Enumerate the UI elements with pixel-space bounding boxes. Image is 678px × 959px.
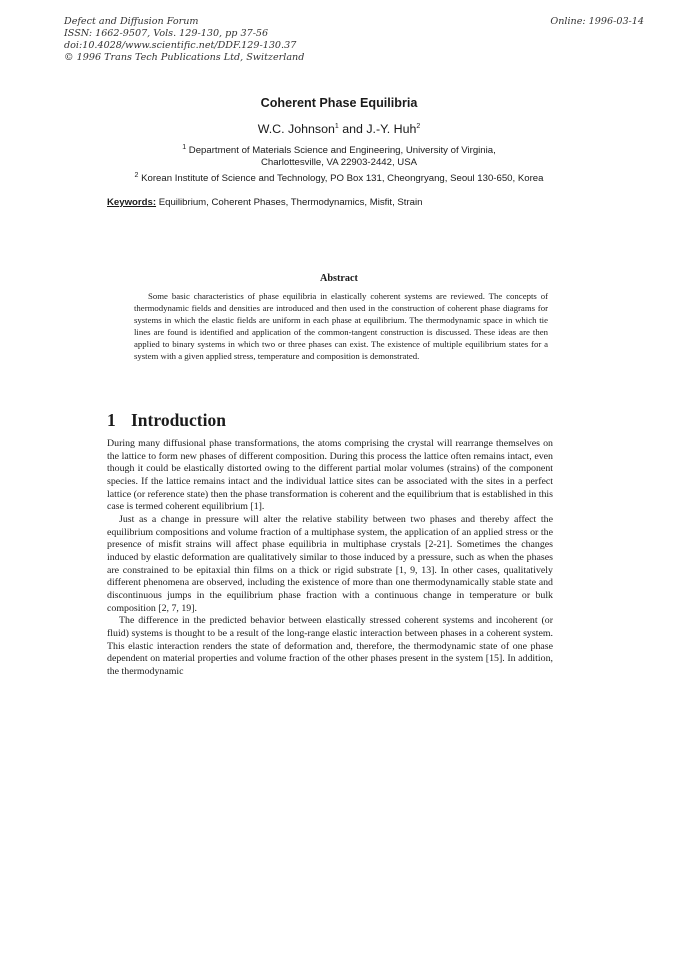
paragraph: During many diffusional phase transformations, the atoms comprising the crystal will rearrange themselves on the lattice to form new phases of different composition. During this process the lattice often remains intact, even though it could be elastically distorted owing to the different partial molar volumes (strains) of the component species. If the lattice remains intact and the individual lattice sites can be associated with the sites in a perfect lattice (or reference state) then the phase transformation is coherent and the equilibrium that is established in this case is termed coherent equilibrium [1]. [107,438,553,513]
journal-name: Defect and Diffusion Forum [64,16,199,27]
section-title: Introduction [131,410,226,430]
section-heading [107,410,226,431]
affiliation-superscript: 1 [182,143,187,151]
online-date: Online: 1996-03-14 [550,16,644,27]
author-name: J.-Y. Huh [366,122,417,136]
author-superscript: 1 [334,122,339,130]
keywords-list: Equilibrium, Coherent Phases, Thermodynamics, Misfit, Strain [158,197,423,208]
keywords [107,197,422,208]
introduction-body [107,438,553,678]
author-separator: and [338,122,367,136]
doi-line: doi:10.4028/www.scientific.net/DDF.129-130.37 [64,40,297,51]
paragraph: The difference in the predicted behavior between elastically stressed coherent systems and incoherent (or fluid) systems is thought to be a result of the long-range elastic interaction between phases in a coherent system. This elastic interaction renders the state of deformation and, therefore, the thermodynamic state of one phase dependent on material properties and volume fraction of the other phases present in the system [15]. In addition, the thermodynamic [107,615,553,677]
paragraph: Just as a change in pressure will alter the relative stability between two phases and thereby affect the equilibrium compositions and volume fraction of a multiphase system, the application of an applied stress or the presence of misfit strains will affect phase equilibria in multiphase crystals [2-21]. Sometimes the changes induced by elastic deformation are qualitatively similar to those induced by a pressure, such as when the phases are constrained to be epitaxial thin films on a thick or rigid substrate [1, 9, 13]. In other cases, qualitatively different phenomena are observed, including the existence of more than one thermodynamically stable state and discontinuous jumps in the equilibrium phase fraction with a continuous change in temperature or bulk composition [2, 7, 19]. [107,513,553,614]
affiliation-text: Charlottesville, VA 22903-2442, USA [260,157,418,168]
author-name: W.C. Johnson [257,122,335,136]
section-number: 1 [107,410,116,430]
issn-line: ISSN: 1662-9507, Vols. 129-130, pp 37-56 [64,28,269,39]
keywords-label: Keywords: [107,197,157,208]
author-line [0,122,678,136]
abstract-text: Some basic characteristics of phase equilibria in elastically coherent systems are reviewed. The concepts of thermodynamic fields and densities are introduced and then used in the construction of coherent phase diagrams for systems in which the elastic fields are uniform in each phase at equilibrium. The thermodynamic space in which tie lines are found is identified and application of the common-tangent construction is discussed. These ideas are then applied to binary systems in which two or three phases can exist. The existence of multiple equilibrium states for a system with a given applied stress, temperature and composition is demonstrated. [134,291,548,361]
copyright-line: © 1996 Trans Tech Publications Ltd, Switzerland [64,52,305,63]
affiliation-text: Department of Materials Science and Engineering, University of Virginia, [188,145,496,156]
affiliation [0,145,678,169]
affiliation-text: Korean Institute of Science and Technology, PO Box 131, Cheongryang, Seoul 130-650, Korea [141,173,544,184]
author-superscript: 2 [416,122,421,130]
affiliation-superscript: 2 [134,171,139,179]
paper-title: Coherent Phase Equilibria [260,96,418,110]
publication-header [64,16,304,64]
affiliation [0,173,678,185]
abstract-heading: Abstract [320,273,358,284]
